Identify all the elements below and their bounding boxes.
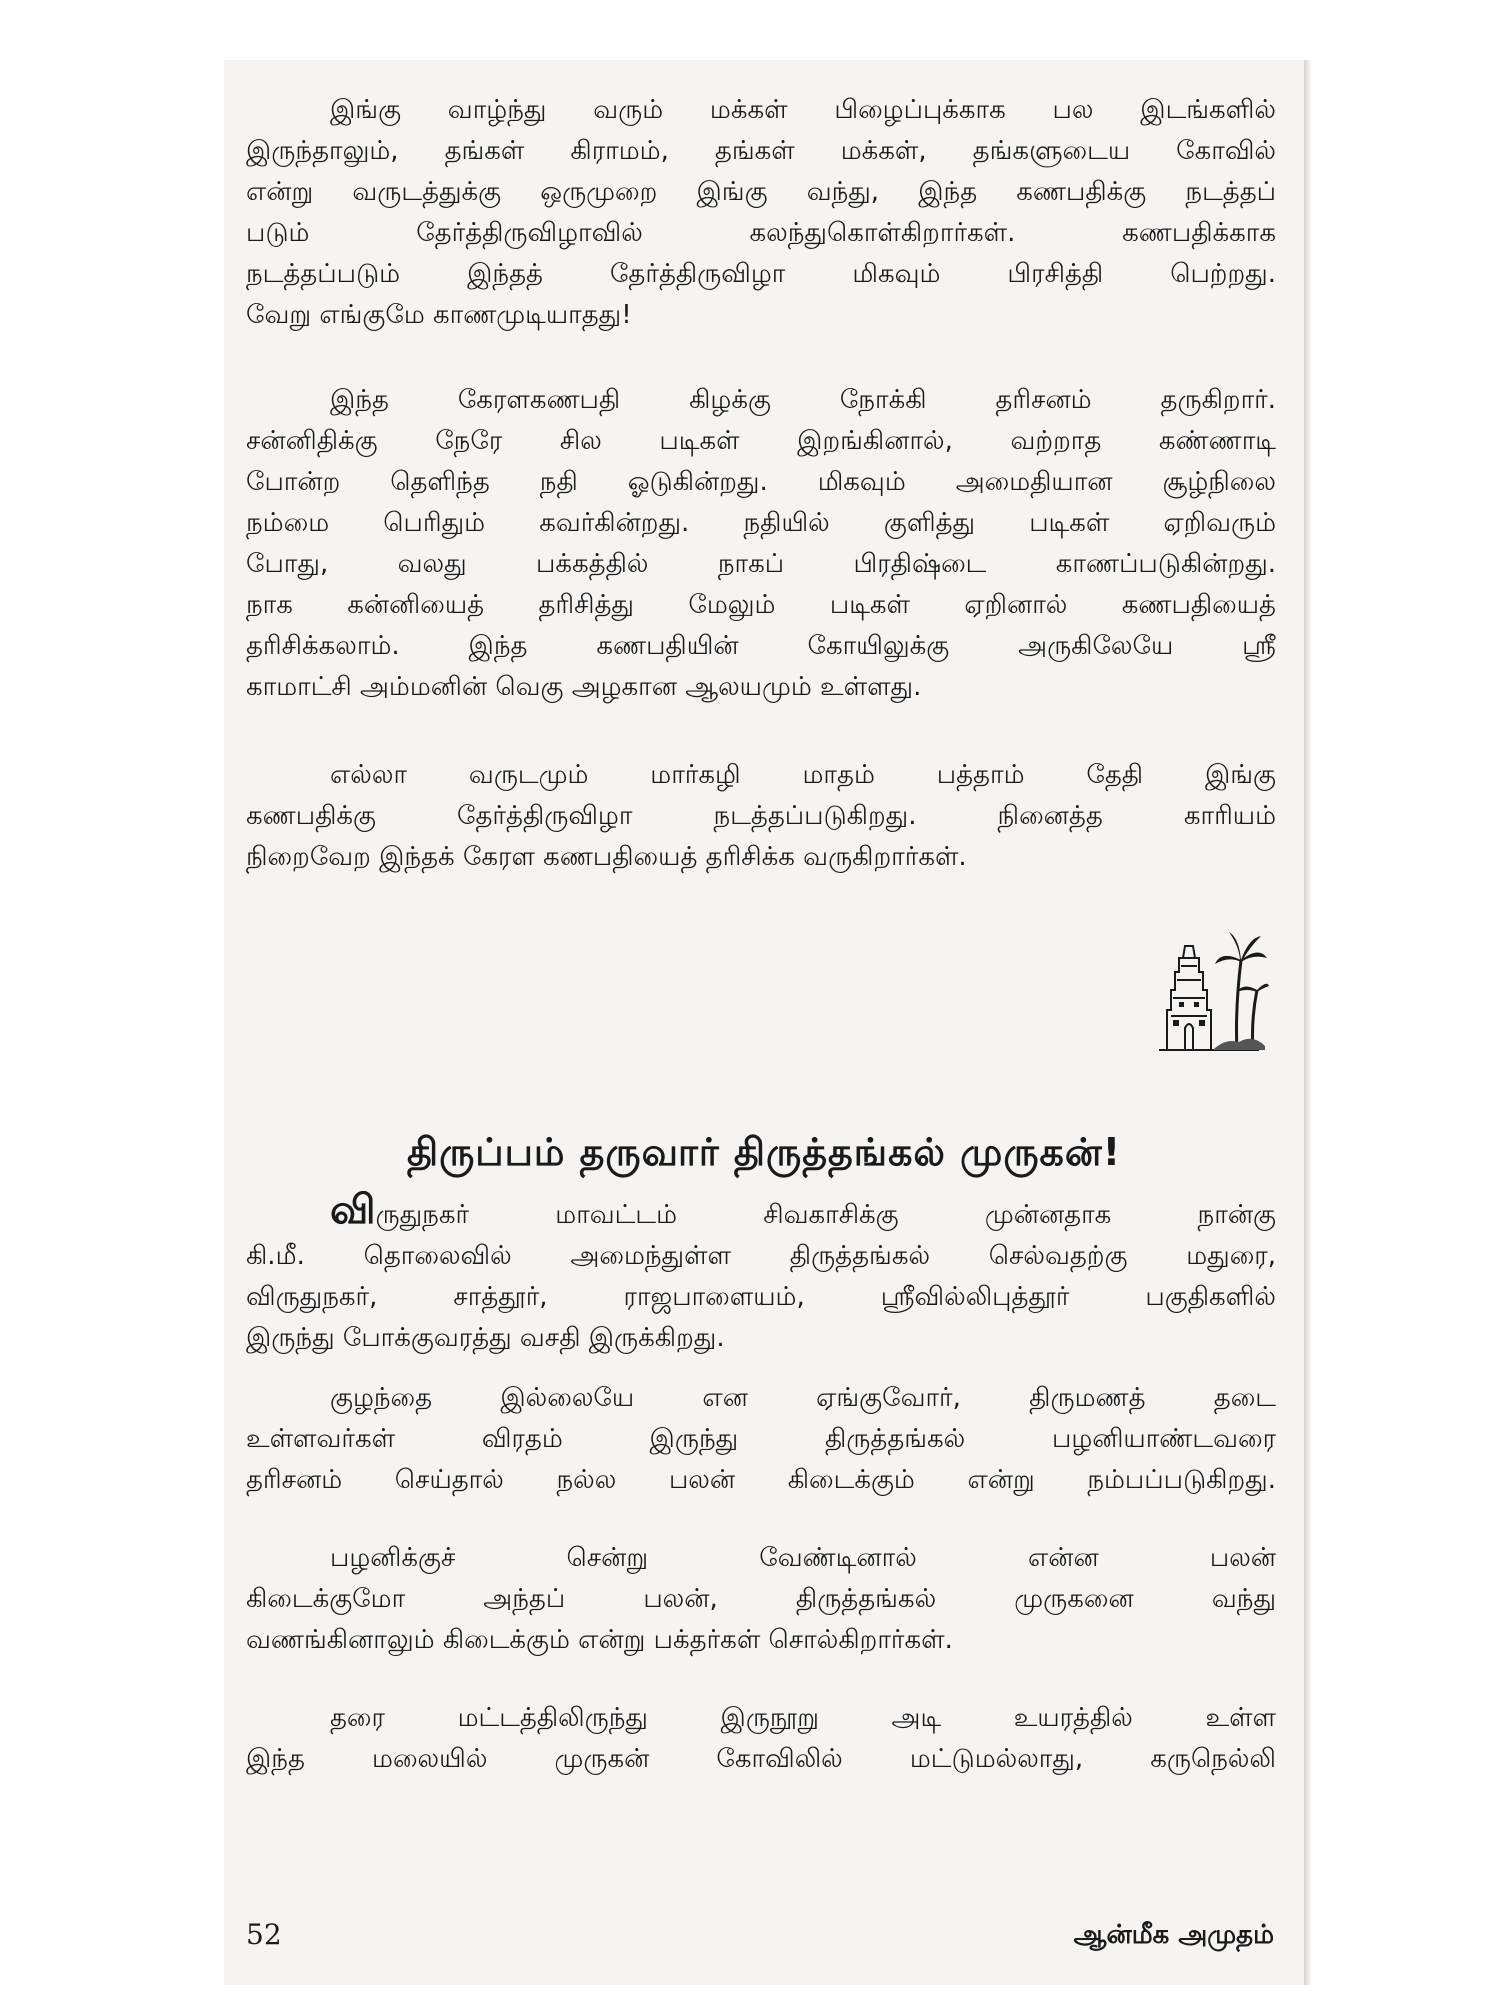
paragraph-5	[246, 1538, 1276, 1661]
page-number: 52	[246, 1918, 282, 1951]
text-line: வணங்கினாலும் கிடைக்கும் என்று பக்தர்கள் சொல்கிறார்கள்.	[246, 1625, 953, 1655]
text-line: இருந்து போக்குவரத்து வசதி இருக்கிறது.	[246, 1323, 725, 1353]
text-line: கிடைக்குமோ அந்தப் பலன், திருத்தங்கல் முருகனை வந்து	[246, 1584, 1276, 1614]
text-line: எல்லா வருடமும் மார்கழி மாதம் பத்தாம் தேதி இங்கு	[330, 760, 1276, 790]
text-line: போது, வலது பக்கத்தில் நாகப் பிரதிஷ்டை காணப்படுகின்றது.	[246, 549, 1276, 579]
text-line: தரிசனம் செய்தால் நல்ல பலன் கிடைக்கும் என்று நம்பப்படுகிறது.	[246, 1465, 1276, 1495]
text-line	[246, 1190, 1276, 1236]
text-line: இங்கு வாழ்ந்து வரும் மக்கள் பிழைப்புக்காக பல இடங்களில்	[330, 95, 1276, 125]
text-line: என்று வருடத்துக்கு ஒருமுறை இங்கு வந்து, இந்த கணபதிக்கு நடத்தப்	[246, 177, 1276, 207]
drop-cap: வி	[330, 1190, 376, 1233]
text-line: இந்த கேரளகணபதி கிழக்கு நோக்கி தரிசனம் தருகிறார்.	[330, 385, 1276, 415]
paragraph-6	[246, 1698, 1276, 1780]
paragraph-4	[246, 1378, 1276, 1501]
paragraph-3	[246, 755, 1276, 878]
text-line: படும் தேர்த்திருவிழாவில் கலந்துகொள்கிறார்கள். கணபதிக்காக	[246, 218, 1276, 248]
text-line: போன்ற தெளிந்த நதி ஓடுகின்றது. மிகவும் அமைதியான சூழ்நிலை	[246, 467, 1276, 497]
text-line: இந்த மலையில் முருகன் கோவிலில் மட்டுமல்லாது, கருநெல்லி	[246, 1744, 1276, 1774]
text-line: இருந்தாலும், தங்கள் கிராமம், தங்கள் மக்கள், தங்களுடைய கோவில்	[246, 136, 1276, 166]
paragraph-2	[246, 380, 1276, 708]
book-title-footer: ஆன்மீக அமுதம்	[1073, 1920, 1274, 1950]
text-line: கணபதிக்கு தேர்த்திருவிழா நடத்தப்படுகிறது. நினைத்த காரியம்	[246, 801, 1276, 831]
text-line: காமாட்சி அம்மனின் வெகு அழகான ஆலயமும் உள்ளது.	[246, 672, 922, 702]
text-line: நம்மை பெரிதும் கவர்கின்றது. நதியில் குளித்து படிகள் ஏறிவரும்	[246, 508, 1276, 538]
paragraph-1	[246, 90, 1276, 336]
text-line: உள்ளவர்கள் விரதம் இருந்து திருத்தங்கல் பழனியாண்டவரை	[246, 1424, 1276, 1454]
text-line: விருதுநகர், சாத்தூர், ராஜபாளையம், ஸ்ரீவில்லிபுத்தூர் பகுதிகளில்	[246, 1282, 1276, 1312]
text-line: நடத்தப்படும் இந்தத் தேர்த்திருவிழா மிகவும் பிரசித்தி பெற்றது.	[246, 259, 1276, 289]
temple-tower-palm-icon	[1149, 920, 1269, 1060]
book-page	[224, 60, 1304, 1985]
intro-paragraph	[246, 1190, 1276, 1359]
text-line: தரை மட்டத்திலிருந்து இருநூறு அடி உயரத்தில் உள்ள	[330, 1703, 1276, 1733]
text-line: நாக கன்னியைத் தரிசித்து மேலும் படிகள் ஏறினால் கணபதியைத்	[246, 590, 1276, 620]
text-line: கி.மீ. தொலைவில் அமைந்துள்ள திருத்தங்கல் செல்வதற்கு மதுரை,	[246, 1241, 1276, 1271]
text-line: தரிசிக்கலாம். இந்த கணபதியின் கோயிலுக்கு அருகிலேயே ஸ்ரீ	[246, 631, 1276, 661]
intro-first-line: ருதுநகர் மாவட்டம் சிவகாசிக்கு முன்னதாக நான்கு	[375, 1200, 1276, 1230]
text-line: நிறைவேற இந்தக் கேரள கணபதியைத் தரிசிக்க வருகிறார்கள்.	[246, 842, 967, 872]
text-line: வேறு எங்குமே காணமுடியாதது!	[246, 300, 632, 330]
text-line: குழந்தை இல்லையே என ஏங்குவோர், திருமணத் தடை	[330, 1383, 1276, 1413]
article-heading: திருப்பம் தருவார் திருத்தங்கல் முருகன்!	[406, 1130, 1122, 1174]
text-line: சன்னிதிக்கு நேரே சில படிகள் இறங்கினால், வற்றாத கண்ணாடி	[246, 426, 1276, 456]
text-line: பழனிக்குச் சென்று வேண்டினால் என்ன பலன்	[330, 1543, 1276, 1573]
